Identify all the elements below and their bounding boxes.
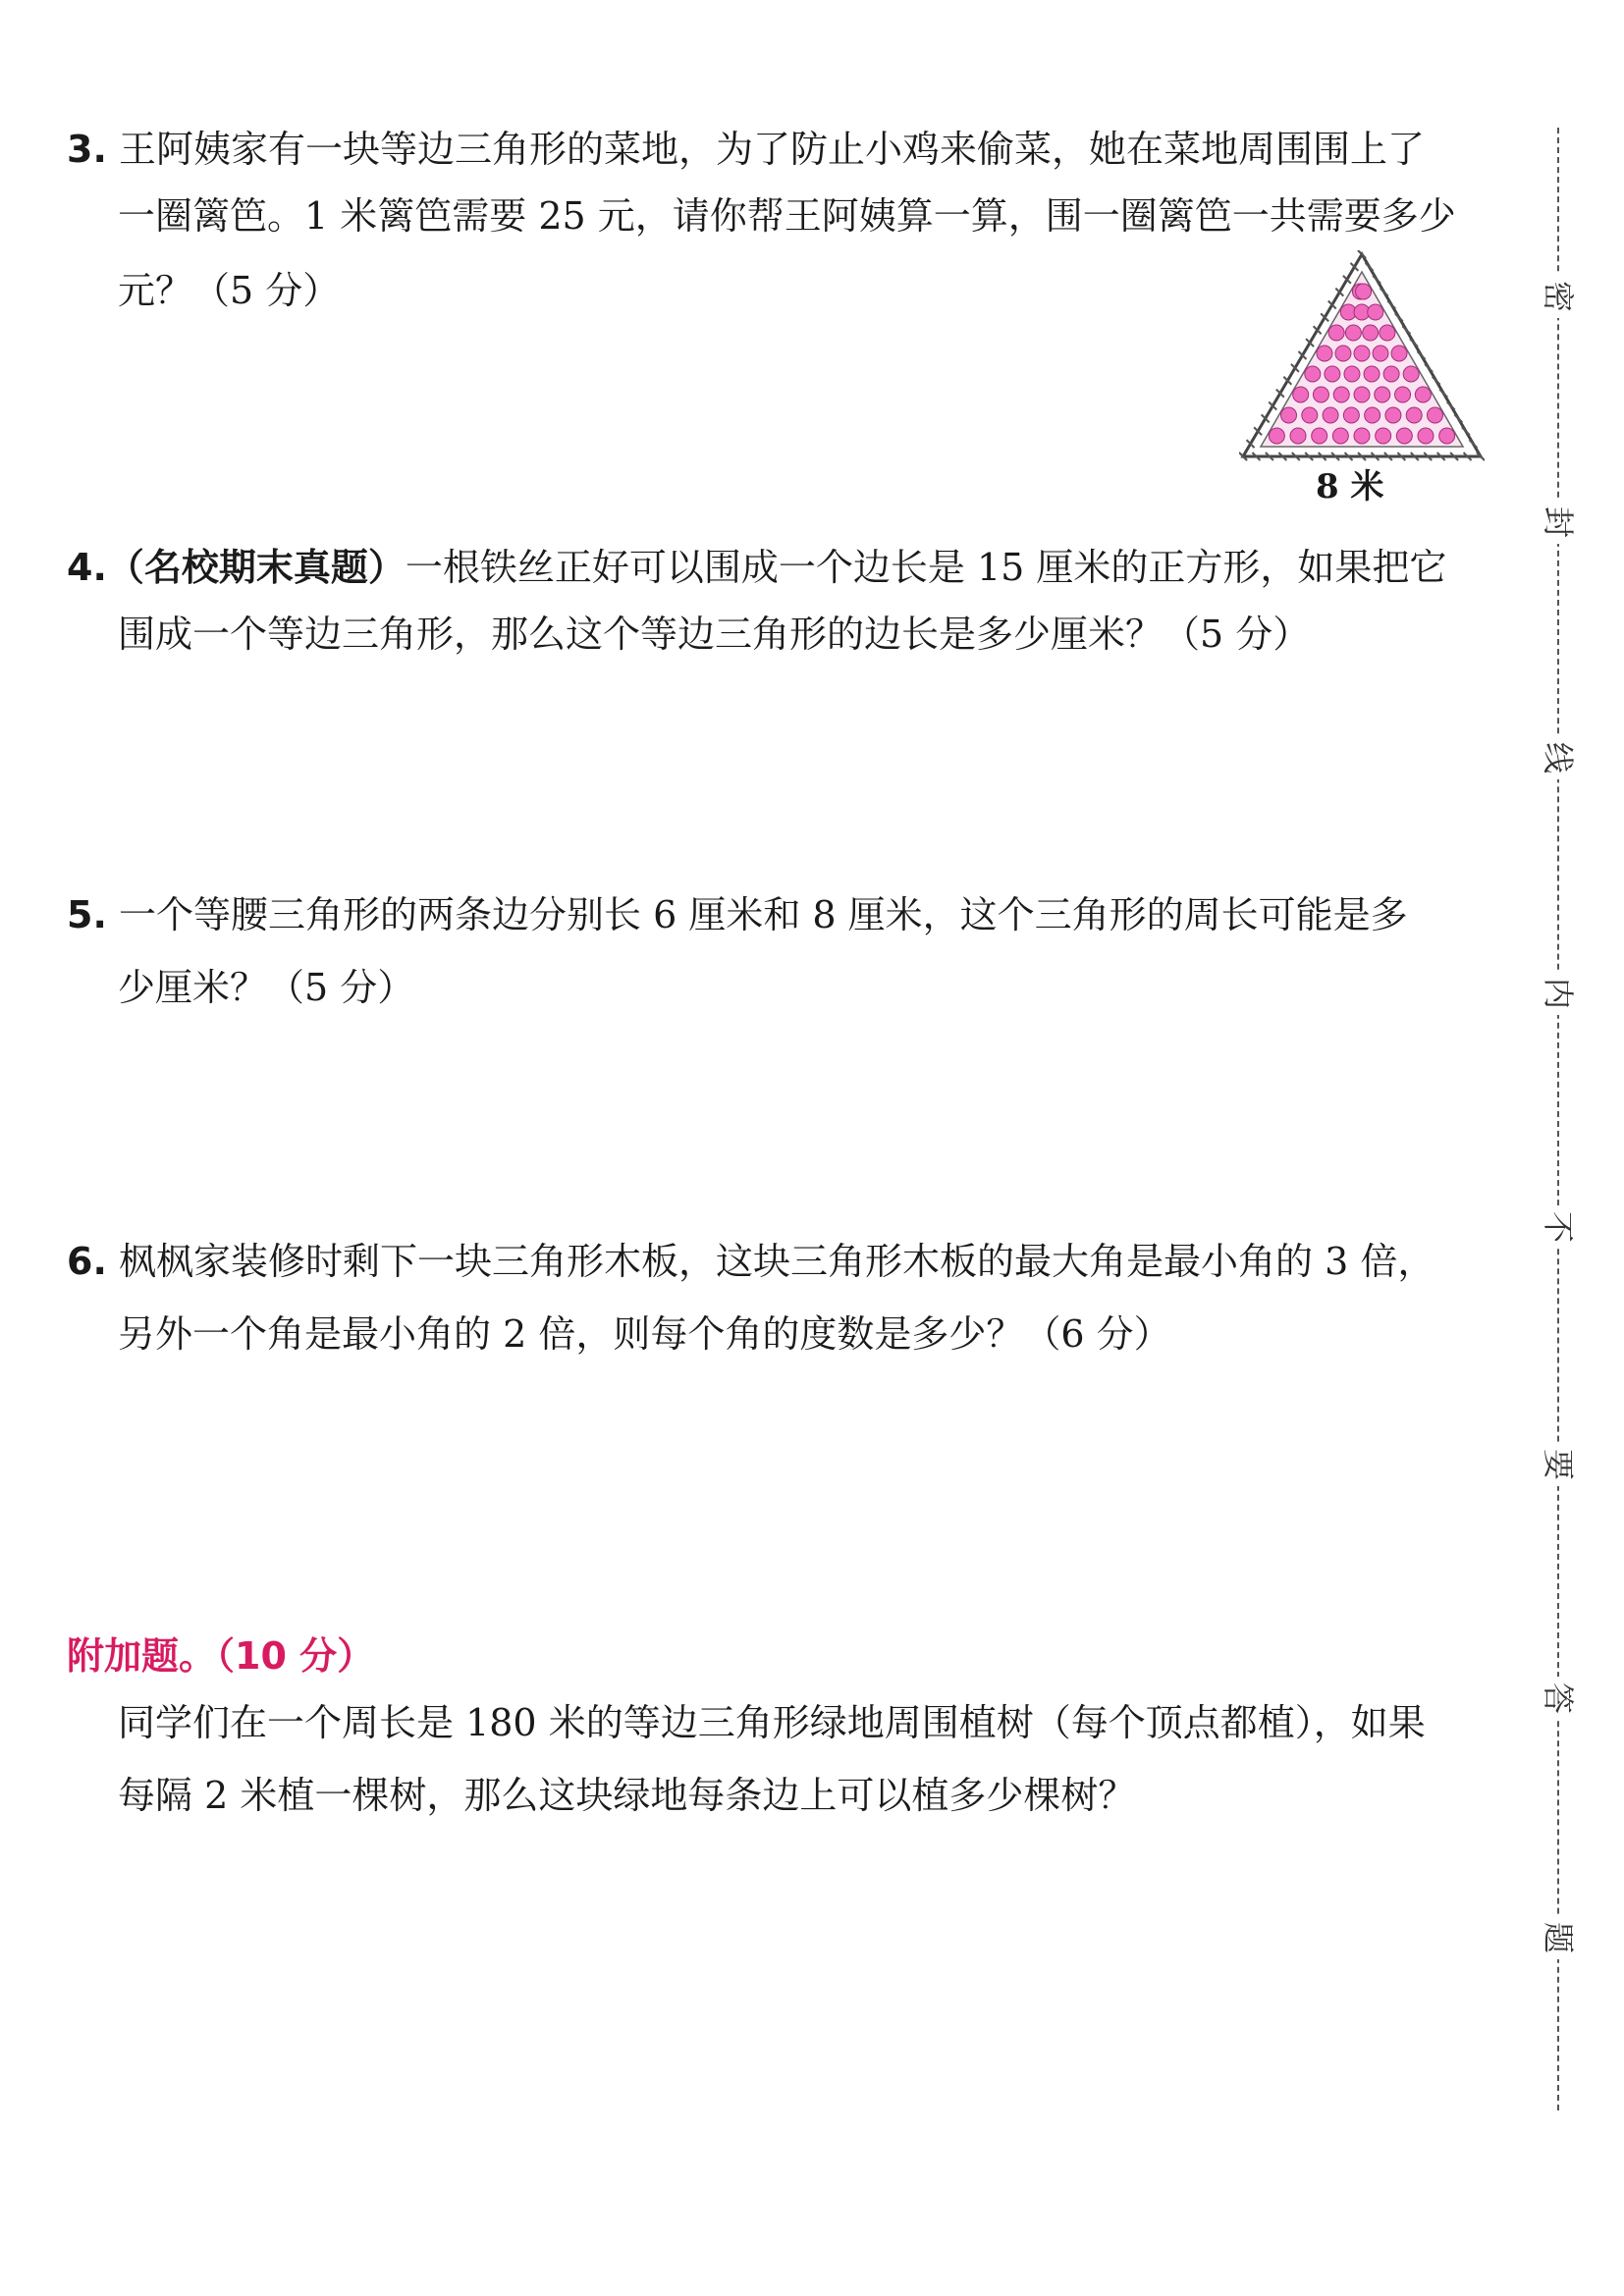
cabbage-icon — [1302, 407, 1318, 423]
problem-number: 3. — [67, 128, 107, 171]
problem-text: 一圈篱笆。1 米篱笆需要 25 元，请你帮王阿姨算一算，围一圈篱笆一共需要多少 — [118, 194, 1456, 238]
cabbage-icon — [1333, 387, 1349, 402]
cabbage-icon — [1354, 387, 1370, 402]
problem-text: 一个等腰三角形的两条边分别长 6 厘米和 8 厘米，这个三角形的周长可能是多 — [118, 893, 1408, 936]
cabbage-icon — [1403, 366, 1419, 382]
cabbage-icon — [1368, 304, 1383, 320]
binding-char: 密 — [1537, 275, 1580, 318]
cabbage-icon — [1344, 366, 1360, 382]
problem-source-tag: （名校期末真题） — [106, 546, 406, 589]
problem-6-line-1 — [67, 1242, 1435, 1281]
cabbage-icon — [1380, 325, 1395, 341]
cabbage-icon — [1418, 428, 1434, 444]
cabbage-icon — [1356, 284, 1372, 299]
problem-text: 一根铁丝正好可以围成一个边长是 15 厘米的正方形，如果把它 — [405, 546, 1447, 589]
bonus-title: 附加题。（10 分） — [67, 1634, 375, 1678]
cabbage-icon — [1305, 366, 1321, 382]
cabbage-icon — [1293, 387, 1309, 402]
cabbage-icon — [1364, 366, 1380, 382]
binding-margin — [1527, 128, 1586, 2110]
cabbage-icon — [1354, 428, 1370, 444]
binding-char: 题 — [1537, 1916, 1580, 1959]
problem-text: 少厘米？（5 分） — [118, 966, 415, 1009]
binding-char: 答 — [1537, 1677, 1580, 1720]
problem-text: 王阿姨家有一块等边三角形的菜地，为了防止小鸡来偷菜，她在菜地周围围上了 — [118, 128, 1425, 171]
cabbage-icon — [1332, 428, 1348, 444]
cabbage-icon — [1323, 407, 1338, 423]
problem-4-line-1 — [67, 548, 1446, 587]
cabbage-icon — [1290, 428, 1306, 444]
cabbage-icon — [1376, 428, 1391, 444]
cabbage-icon — [1373, 346, 1388, 361]
problem-text: 枫枫家装修时剩下一块三角形木板，这块三角形木板的最大角是最小角的 3 倍， — [118, 1240, 1435, 1283]
cabbage-icon — [1383, 366, 1399, 382]
cabbage-icon — [1365, 407, 1380, 423]
problem-text: 围成一个等边三角形，那么这个等边三角形的边长是多少厘米？（5 分） — [118, 613, 1311, 656]
problem-text: 每隔 2 米植一棵树，那么这块绿地每条边上可以植多少棵树？ — [118, 1774, 1136, 1817]
cabbage-icon — [1354, 346, 1370, 361]
problem-5-line-1 — [67, 895, 1408, 934]
binding-char: 线 — [1537, 736, 1580, 779]
problem-number: 4. — [67, 546, 107, 589]
cabbage-icon — [1427, 407, 1442, 423]
binding-dashed-line — [1557, 128, 1559, 2110]
problem-3-line-1 — [67, 130, 1425, 169]
cabbage-icon — [1281, 407, 1297, 423]
problem-text: 同学们在一个周长是 180 米的等边三角形绿地周围植树（每个顶点都植），如果 — [118, 1701, 1426, 1744]
problem-text: 另外一个角是最小角的 2 倍，则每个角的度数是多少？（6 分） — [118, 1312, 1171, 1356]
cabbage-icon — [1343, 407, 1359, 423]
cabbage-icon — [1363, 325, 1379, 341]
cabbage-icon — [1439, 428, 1455, 444]
cabbage-icon — [1385, 407, 1401, 423]
cabbage-icon — [1335, 346, 1351, 361]
binding-char: 封 — [1537, 501, 1580, 544]
binding-char: 不 — [1537, 1205, 1580, 1249]
cabbage-icon — [1317, 346, 1332, 361]
cabbage-icon — [1312, 428, 1327, 444]
problem-text: 元？（5 分） — [118, 269, 341, 312]
cabbage-icon — [1396, 428, 1412, 444]
problem-number: 5. — [67, 893, 107, 936]
problem-number: 6. — [67, 1240, 107, 1283]
cabbage-icon — [1345, 325, 1361, 341]
cabbage-icon — [1375, 387, 1390, 402]
cabbage-icon — [1406, 407, 1422, 423]
binding-char: 内 — [1537, 972, 1580, 1015]
cabbage-icon — [1269, 428, 1284, 444]
figure-side-label: 8 米 — [1316, 467, 1384, 507]
cabbage-icon — [1391, 346, 1407, 361]
binding-char: 要 — [1537, 1443, 1580, 1486]
cabbage-icon — [1415, 387, 1431, 402]
cabbage-icon — [1325, 366, 1340, 382]
cabbage-icon — [1313, 387, 1328, 402]
cabbage-icon — [1328, 325, 1344, 341]
cabbage-icon — [1395, 387, 1411, 402]
